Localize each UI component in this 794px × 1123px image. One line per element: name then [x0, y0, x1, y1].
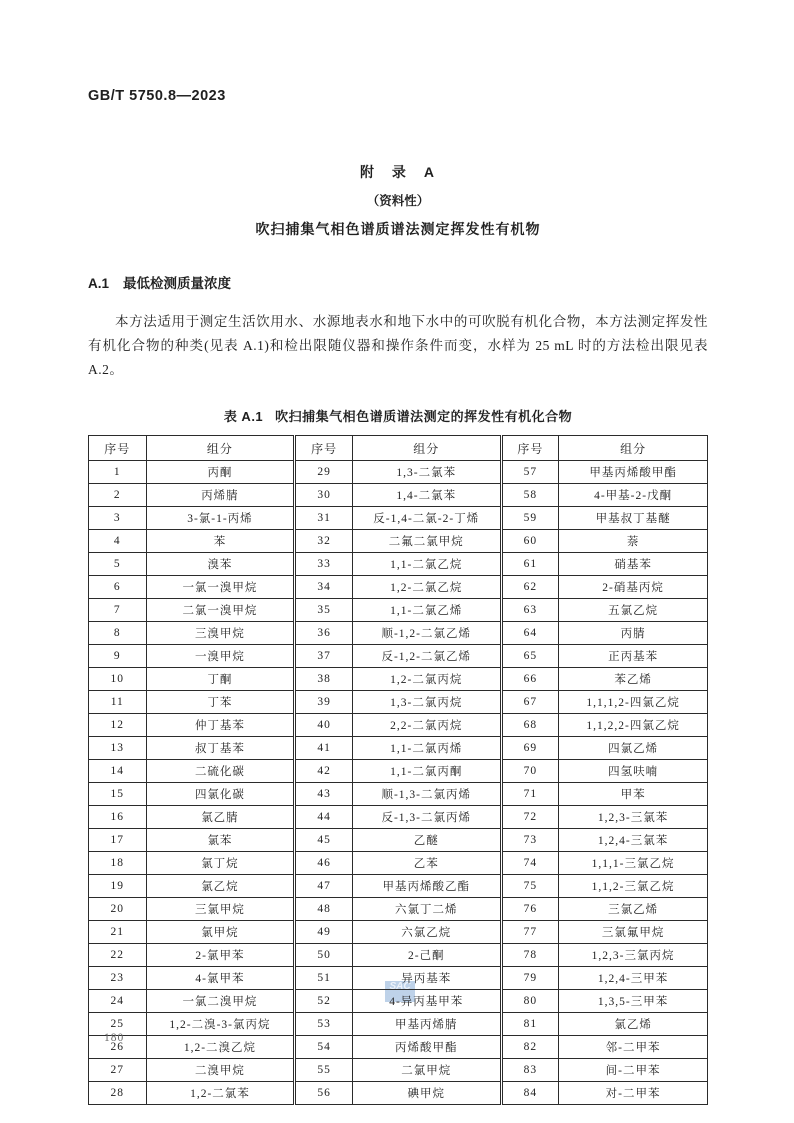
index-cell: 29: [295, 461, 353, 484]
index-cell: 4: [89, 530, 147, 553]
table-caption: [88, 406, 708, 425]
index-cell: 62: [501, 576, 559, 599]
compound-cell: 四氯乙烯: [559, 737, 708, 760]
compound-cell: 萘: [559, 530, 708, 553]
compound-cell: 苯: [146, 530, 295, 553]
compound-cell: 4-异丙基甲苯: [352, 990, 501, 1013]
table-row: [89, 599, 708, 622]
appendix-type-label: （资料性）: [366, 194, 430, 208]
index-cell: 14: [89, 760, 147, 783]
table-row: [89, 1036, 708, 1059]
index-cell: 22: [89, 944, 147, 967]
header-index-1: 序号: [89, 436, 147, 461]
index-cell: 57: [501, 461, 559, 484]
index-cell: 80: [501, 990, 559, 1013]
compound-cell: 甲基叔丁基醚: [559, 507, 708, 530]
compound-cell: 一氯二溴甲烷: [146, 990, 295, 1013]
compound-cell: 四氯化碳: [146, 783, 295, 806]
table-row: [89, 921, 708, 944]
table-row: [89, 1082, 708, 1105]
compound-cell: 六氯丁二烯: [352, 898, 501, 921]
compound-cell: 丁苯: [146, 691, 295, 714]
index-cell: 58: [501, 484, 559, 507]
index-cell: 19: [89, 875, 147, 898]
index-cell: 7: [89, 599, 147, 622]
compound-cell: 1,2-二氯丙烷: [352, 668, 501, 691]
index-cell: 65: [501, 645, 559, 668]
index-cell: 18: [89, 852, 147, 875]
index-cell: 37: [295, 645, 353, 668]
compound-cell: 正丙基苯: [559, 645, 708, 668]
index-cell: 42: [295, 760, 353, 783]
compound-cell: 反-1,4-二氯-2-丁烯: [352, 507, 501, 530]
compound-cell: 三氯甲烷: [146, 898, 295, 921]
compound-cell: 甲基丙烯酸乙酯: [352, 875, 501, 898]
index-cell: 24: [89, 990, 147, 1013]
section-title: 最低检测质量浓度: [123, 276, 232, 291]
index-cell: 21: [89, 921, 147, 944]
index-cell: 31: [295, 507, 353, 530]
compound-cell: 二氟二氯甲烷: [352, 530, 501, 553]
index-cell: 45: [295, 829, 353, 852]
compound-cell: 1,3,5-三甲苯: [559, 990, 708, 1013]
index-cell: 71: [501, 783, 559, 806]
index-cell: 72: [501, 806, 559, 829]
index-cell: 38: [295, 668, 353, 691]
compound-cell: 2-氯甲苯: [146, 944, 295, 967]
section-heading: [88, 272, 708, 292]
index-cell: 35: [295, 599, 353, 622]
table-caption-label: 表 A.1: [223, 409, 264, 424]
index-cell: 26: [89, 1036, 147, 1059]
table-row: [89, 737, 708, 760]
table-row: [89, 944, 708, 967]
index-cell: 78: [501, 944, 559, 967]
index-cell: 39: [295, 691, 353, 714]
table-row: [89, 714, 708, 737]
table-row: [89, 1059, 708, 1082]
compound-cell: 2-己酮: [352, 944, 501, 967]
compound-cell: 硝基苯: [559, 553, 708, 576]
compound-cell: 氯甲烷: [146, 921, 295, 944]
compound-cell: 氯苯: [146, 829, 295, 852]
compound-cell: 1,2,3-三氯丙烷: [559, 944, 708, 967]
compound-cell: 2,2-二氯丙烷: [352, 714, 501, 737]
table-header-row: [89, 436, 708, 461]
compound-cell: 1,1-二氯丙烯: [352, 737, 501, 760]
voc-table-head: [89, 436, 708, 461]
compound-cell: 4-甲基-2-戊酮: [559, 484, 708, 507]
index-cell: 30: [295, 484, 353, 507]
index-cell: 68: [501, 714, 559, 737]
compound-cell: 1,2-二氯苯: [146, 1082, 295, 1105]
index-cell: 52: [295, 990, 353, 1013]
compound-cell: 溴苯: [146, 553, 295, 576]
table-row: [89, 553, 708, 576]
table-row: [89, 484, 708, 507]
index-cell: 16: [89, 806, 147, 829]
index-cell: 43: [295, 783, 353, 806]
header-compound-2: 组分: [352, 436, 501, 461]
compound-cell: 顺-1,3-二氯丙烯: [352, 783, 501, 806]
index-cell: 11: [89, 691, 147, 714]
table-caption-text: 吹扫捕集气相色谱质谱法测定的挥发性有机化合物: [275, 409, 573, 424]
index-cell: 50: [295, 944, 353, 967]
appendix-title: 附 录 A: [359, 164, 437, 180]
index-cell: 12: [89, 714, 147, 737]
compound-cell: 氯乙腈: [146, 806, 295, 829]
index-cell: 32: [295, 530, 353, 553]
table-row: [89, 967, 708, 990]
compound-cell: 丙烯腈: [146, 484, 295, 507]
compound-cell: 甲苯: [559, 783, 708, 806]
index-cell: 75: [501, 875, 559, 898]
table-row: [89, 875, 708, 898]
header-index-2: 序号: [295, 436, 353, 461]
compound-cell: 氯丁烷: [146, 852, 295, 875]
index-cell: 84: [501, 1082, 559, 1105]
index-cell: 56: [295, 1082, 353, 1105]
index-cell: 53: [295, 1013, 353, 1036]
compound-cell: 丙烯酸甲酯: [352, 1036, 501, 1059]
table-row: [89, 990, 708, 1013]
compound-cell: 氯乙烷: [146, 875, 295, 898]
compound-cell: 1,2-二溴-3-氯丙烷: [146, 1013, 295, 1036]
compound-cell: 1,3-二氯丙烷: [352, 691, 501, 714]
compound-cell: 六氯乙烷: [352, 921, 501, 944]
compound-cell: 1,1-二氯丙酮: [352, 760, 501, 783]
compound-cell: 叔丁基苯: [146, 737, 295, 760]
compound-cell: 1,3-二氯苯: [352, 461, 501, 484]
compound-cell: 顺-1,2-二氯乙烯: [352, 622, 501, 645]
index-cell: 25: [89, 1013, 147, 1036]
table-row: [89, 898, 708, 921]
index-cell: 54: [295, 1036, 353, 1059]
table-row: [89, 783, 708, 806]
table-row: [89, 461, 708, 484]
compound-cell: 3-氯-1-丙烯: [146, 507, 295, 530]
header-compound-3: 组分: [559, 436, 708, 461]
compound-cell: 仲丁基苯: [146, 714, 295, 737]
index-cell: 82: [501, 1036, 559, 1059]
index-cell: 73: [501, 829, 559, 852]
index-cell: 51: [295, 967, 353, 990]
index-cell: 41: [295, 737, 353, 760]
sac-watermark-text: SAC: [389, 981, 411, 992]
index-cell: 10: [89, 668, 147, 691]
index-cell: 15: [89, 783, 147, 806]
compound-cell: 乙醚: [352, 829, 501, 852]
table-row: [89, 1013, 708, 1036]
table-row: [89, 852, 708, 875]
compound-cell: 二硫化碳: [146, 760, 295, 783]
compound-cell: 氯乙烯: [559, 1013, 708, 1036]
index-cell: 36: [295, 622, 353, 645]
compound-cell: 1,1,1-三氯乙烷: [559, 852, 708, 875]
table-row: [89, 507, 708, 530]
compound-cell: 1,4-二氯苯: [352, 484, 501, 507]
index-cell: 9: [89, 645, 147, 668]
compound-cell: 1,1-二氯乙烯: [352, 599, 501, 622]
compound-cell: 丙腈: [559, 622, 708, 645]
compound-cell: 甲基丙烯腈: [352, 1013, 501, 1036]
compound-cell: 1,1-二氯乙烷: [352, 553, 501, 576]
index-cell: 55: [295, 1059, 353, 1082]
compound-cell: 二氯一溴甲烷: [146, 599, 295, 622]
compound-cell: 一氯一溴甲烷: [146, 576, 295, 599]
table-row: [89, 806, 708, 829]
index-cell: 17: [89, 829, 147, 852]
compound-cell: 三氯乙烯: [559, 898, 708, 921]
index-cell: 81: [501, 1013, 559, 1036]
page-number: 180: [104, 1032, 125, 1044]
section-number: A.1: [88, 276, 110, 291]
index-cell: 66: [501, 668, 559, 691]
table-row: [89, 829, 708, 852]
standard-code: GB/T 5750.8—2023: [88, 88, 226, 104]
index-cell: 40: [295, 714, 353, 737]
table-row: [89, 530, 708, 553]
index-cell: 1: [89, 461, 147, 484]
compound-cell: 乙苯: [352, 852, 501, 875]
compound-cell: 异丙基苯: [352, 967, 501, 990]
compound-cell: 二氯甲烷: [352, 1059, 501, 1082]
index-cell: 46: [295, 852, 353, 875]
index-cell: 3: [89, 507, 147, 530]
compound-cell: 丙酮: [146, 461, 295, 484]
index-cell: 63: [501, 599, 559, 622]
index-cell: 33: [295, 553, 353, 576]
index-cell: 5: [89, 553, 147, 576]
compound-cell: 反-1,2-二氯乙烯: [352, 645, 501, 668]
compound-cell: 苯乙烯: [559, 668, 708, 691]
index-cell: 34: [295, 576, 353, 599]
compound-cell: 反-1,3-二氯丙烯: [352, 806, 501, 829]
index-cell: 69: [501, 737, 559, 760]
table-row: [89, 622, 708, 645]
compound-cell: 1,1,1,2-四氯乙烷: [559, 691, 708, 714]
compound-cell: 五氯乙烷: [559, 599, 708, 622]
index-cell: 28: [89, 1082, 147, 1105]
index-cell: 23: [89, 967, 147, 990]
index-cell: 64: [501, 622, 559, 645]
compound-cell: 1,2-二氯乙烷: [352, 576, 501, 599]
index-cell: 83: [501, 1059, 559, 1082]
voc-table-body: [89, 461, 708, 1105]
index-cell: 47: [295, 875, 353, 898]
compound-cell: 1,2,4-三甲苯: [559, 967, 708, 990]
method-scope-paragraph: 本方法适用于测定生活饮用水、水源地表水和地下水中的可吹脱有机化合物，本方法测定挥发性有机化合物的种类(见表 A.1)和检出限随仪器和操作条件而变，水样为 25 mL 时的方法检出限见表 A.2。: [88, 314, 708, 377]
index-cell: 74: [501, 852, 559, 875]
voc-table: [88, 435, 708, 1105]
header-compound-1: 组分: [146, 436, 295, 461]
index-cell: 79: [501, 967, 559, 990]
index-cell: 27: [89, 1059, 147, 1082]
compound-cell: 丁酮: [146, 668, 295, 691]
table-row: [89, 760, 708, 783]
compound-cell: 1,2-二溴乙烷: [146, 1036, 295, 1059]
compound-cell: 1,2,4-三氯苯: [559, 829, 708, 852]
index-cell: 20: [89, 898, 147, 921]
index-cell: 67: [501, 691, 559, 714]
compound-cell: 1,2,3-三氯苯: [559, 806, 708, 829]
compound-cell: 三氯氟甲烷: [559, 921, 708, 944]
compound-cell: 三溴甲烷: [146, 622, 295, 645]
compound-cell: 二溴甲烷: [146, 1059, 295, 1082]
table-row: [89, 576, 708, 599]
index-cell: 6: [89, 576, 147, 599]
compound-cell: 四氢呋喃: [559, 760, 708, 783]
compound-cell: 邻-二甲苯: [559, 1036, 708, 1059]
table-row: [89, 691, 708, 714]
compound-cell: 1,1,2-三氯乙烷: [559, 875, 708, 898]
index-cell: 61: [501, 553, 559, 576]
compound-cell: 间-二甲苯: [559, 1059, 708, 1082]
index-cell: 77: [501, 921, 559, 944]
compound-cell: 1,1,2,2-四氯乙烷: [559, 714, 708, 737]
compound-cell: 一溴甲烷: [146, 645, 295, 668]
index-cell: 48: [295, 898, 353, 921]
index-cell: 59: [501, 507, 559, 530]
index-cell: 70: [501, 760, 559, 783]
compound-cell: 2-硝基丙烷: [559, 576, 708, 599]
table-row: [89, 645, 708, 668]
compound-cell: 4-氯甲苯: [146, 967, 295, 990]
index-cell: 13: [89, 737, 147, 760]
index-cell: 76: [501, 898, 559, 921]
index-cell: 44: [295, 806, 353, 829]
index-cell: 49: [295, 921, 353, 944]
index-cell: 2: [89, 484, 147, 507]
appendix-subtitle: 吹扫捕集气相色谱质谱法测定挥发性有机物: [255, 221, 541, 237]
table-row: [89, 668, 708, 691]
header-index-3: 序号: [501, 436, 559, 461]
compound-cell: 对-二甲苯: [559, 1082, 708, 1105]
index-cell: 60: [501, 530, 559, 553]
compound-cell: 碘甲烷: [352, 1082, 501, 1105]
index-cell: 8: [89, 622, 147, 645]
compound-cell: 甲基丙烯酸甲酯: [559, 461, 708, 484]
